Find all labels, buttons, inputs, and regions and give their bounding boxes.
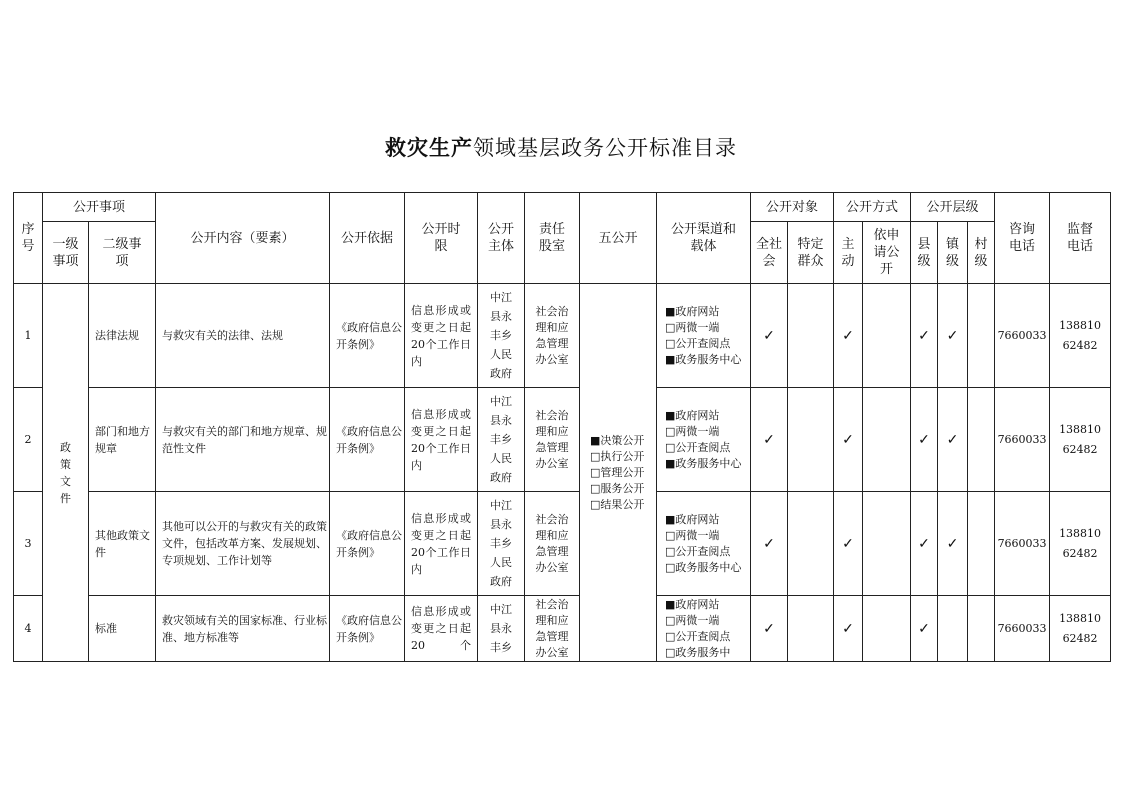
level2-item: 其他政策文件 xyxy=(89,492,156,596)
check-cell-target-all: ✓ xyxy=(751,596,788,662)
channel-item: ■政府网站 xyxy=(665,408,720,422)
consult-phone: 7660033 xyxy=(995,596,1050,662)
check-cell-village xyxy=(968,596,995,662)
five-item: ■决策公开 xyxy=(590,433,645,447)
header-consult: 咨询电话 xyxy=(995,193,1050,284)
title-normal: 领域基层政务公开标准目录 xyxy=(473,136,737,160)
basis-cell: 《政府信息公开条例》 xyxy=(330,492,405,596)
check-cell-town: ✓ xyxy=(938,492,968,596)
check-cell-county: ✓ xyxy=(911,596,938,662)
check-cell-active: ✓ xyxy=(834,596,863,662)
channel-cell xyxy=(657,596,751,662)
header-target: 公开对象 xyxy=(751,193,834,222)
header-channel: 公开渠道和载体 xyxy=(657,193,751,284)
check-cell-active: ✓ xyxy=(834,388,863,492)
five-cell xyxy=(580,284,657,662)
check-cell-town: ✓ xyxy=(938,388,968,492)
table-row xyxy=(14,284,1111,388)
consult-phone: 7660033 xyxy=(995,388,1050,492)
time-cell: 信息形成或变更之日起20个工作日内 xyxy=(405,492,478,596)
channel-item: □政务服务中心 xyxy=(665,560,742,574)
supervise-phone: 13881062482 xyxy=(1050,388,1111,492)
subject-cell: 中江县永丰乡人民政府 xyxy=(478,284,525,388)
row-index: 1 xyxy=(14,284,43,388)
check-cell-apply xyxy=(863,284,911,388)
channel-item: □公开查阅点 xyxy=(665,336,731,350)
row-index: 3 xyxy=(14,492,43,596)
header-content: 公开内容（要素） xyxy=(156,193,330,284)
check-cell-county: ✓ xyxy=(911,388,938,492)
header-items: 公开事项 xyxy=(43,193,156,222)
header-level-town: 镇级 xyxy=(938,222,968,284)
channel-item: □两微一端 xyxy=(665,528,720,542)
consult-phone: 7660033 xyxy=(995,492,1050,596)
table-row xyxy=(14,492,1111,596)
five-item: □结果公开 xyxy=(590,497,645,511)
header-target-all: 全社会 xyxy=(751,222,788,284)
catalog-table xyxy=(13,192,1111,662)
consult-phone: 7660033 xyxy=(995,284,1050,388)
check-cell-apply xyxy=(863,492,911,596)
header-basis: 公开依据 xyxy=(330,193,405,284)
check-cell-town: ✓ xyxy=(938,284,968,388)
check-cell-active: ✓ xyxy=(834,492,863,596)
header-index: 序号 xyxy=(14,193,43,284)
header-supervise: 监督电话 xyxy=(1050,193,1111,284)
header-method: 公开方式 xyxy=(834,193,911,222)
channel-item: □两微一端 xyxy=(665,613,720,627)
check-cell-village xyxy=(968,388,995,492)
dept-cell: 社会治理和应急管理办公室 xyxy=(525,596,580,662)
channel-item: □政务服务中 xyxy=(665,645,731,659)
dept-cell: 社会治理和应急管理办公室 xyxy=(525,388,580,492)
check-cell-apply xyxy=(863,388,911,492)
header-level-village: 村级 xyxy=(968,222,995,284)
time-cell: 信息形成或变更之日起20个 xyxy=(405,596,478,662)
header-method-apply: 依申请公开 xyxy=(863,222,911,284)
channel-cell xyxy=(657,492,751,596)
five-item: □服务公开 xyxy=(590,481,645,495)
header-target-specific: 特定群众 xyxy=(788,222,834,284)
check-cell-target-specific xyxy=(788,388,834,492)
content-cell: 与救灾有关的部门和地方规章、规范性文件 xyxy=(156,388,330,492)
subject-cell: 中江县永丰乡 xyxy=(478,596,525,662)
level2-item: 法律法规 xyxy=(89,284,156,388)
check-cell-target-specific xyxy=(788,284,834,388)
time-cell: 信息形成或变更之日起20个工作日内 xyxy=(405,284,478,388)
channel-item: □公开查阅点 xyxy=(665,440,731,454)
check-cell-target-all: ✓ xyxy=(751,284,788,388)
five-item: □管理公开 xyxy=(590,465,645,479)
check-cell-village xyxy=(968,492,995,596)
channel-item: □公开查阅点 xyxy=(665,544,731,558)
dept-cell: 社会治理和应急管理办公室 xyxy=(525,492,580,596)
title-bold: 救灾生产 xyxy=(385,135,473,160)
header-level1: 一级事项 xyxy=(43,222,89,284)
basis-cell: 《政府信息公开条例》 xyxy=(330,596,405,662)
five-item: □执行公开 xyxy=(590,449,645,463)
content-cell: 其他可以公开的与救灾有关的政策文件，包括改革方案、发展规划、专项规划、工作计划等 xyxy=(156,492,330,596)
header-level2: 二级事项 xyxy=(89,222,156,284)
check-cell-target-all: ✓ xyxy=(751,492,788,596)
channel-item: ■政府网站 xyxy=(665,597,720,611)
check-cell-target-all: ✓ xyxy=(751,388,788,492)
channel-item: □公开查阅点 xyxy=(665,629,731,643)
check-cell-active: ✓ xyxy=(834,284,863,388)
channel-cell xyxy=(657,284,751,388)
basis-cell: 《政府信息公开条例》 xyxy=(330,388,405,492)
header-time: 公开时限 xyxy=(405,193,478,284)
row-index: 4 xyxy=(14,596,43,662)
dept-cell: 社会治理和应急管理办公室 xyxy=(525,284,580,388)
table-row xyxy=(14,596,1111,662)
header-subject: 公开主体 xyxy=(478,193,525,284)
supervise-phone: 13881062482 xyxy=(1050,284,1111,388)
check-cell-county: ✓ xyxy=(911,284,938,388)
content-cell: 救灾领域有关的国家标准、行业标准、地方标准等 xyxy=(156,596,330,662)
supervise-phone: 13881062482 xyxy=(1050,492,1111,596)
check-cell-village xyxy=(968,284,995,388)
header-level: 公开层级 xyxy=(911,193,995,222)
level1-item: 政策文件 xyxy=(43,284,89,662)
header-dept: 责任股室 xyxy=(525,193,580,284)
check-cell-target-specific xyxy=(788,492,834,596)
row-index: 2 xyxy=(14,388,43,492)
channel-item: ■政务服务中心 xyxy=(665,456,742,470)
check-cell-target-specific xyxy=(788,596,834,662)
check-cell-apply xyxy=(863,596,911,662)
check-cell-county: ✓ xyxy=(911,492,938,596)
channel-item: ■政府网站 xyxy=(665,512,720,526)
page-title xyxy=(0,132,1122,162)
level2-item: 部门和地方规章 xyxy=(89,388,156,492)
channel-cell xyxy=(657,388,751,492)
channel-item: ■政府网站 xyxy=(665,304,720,318)
content-cell: 与救灾有关的法律、法规 xyxy=(156,284,330,388)
header-level-county: 县级 xyxy=(911,222,938,284)
time-cell: 信息形成或变更之日起20个工作日内 xyxy=(405,388,478,492)
check-cell-town xyxy=(938,596,968,662)
subject-cell: 中江县永丰乡人民政府 xyxy=(478,492,525,596)
channel-item: ■政务服务中心 xyxy=(665,352,742,366)
header-five: 五公开 xyxy=(580,193,657,284)
supervise-phone: 13881062482 xyxy=(1050,596,1111,662)
level2-item: 标准 xyxy=(89,596,156,662)
table-row xyxy=(14,388,1111,492)
header-method-active: 主动 xyxy=(834,222,863,284)
subject-cell: 中江县永丰乡人民政府 xyxy=(478,388,525,492)
channel-item: □两微一端 xyxy=(665,320,720,334)
channel-item: □两微一端 xyxy=(665,424,720,438)
basis-cell: 《政府信息公开条例》 xyxy=(330,284,405,388)
